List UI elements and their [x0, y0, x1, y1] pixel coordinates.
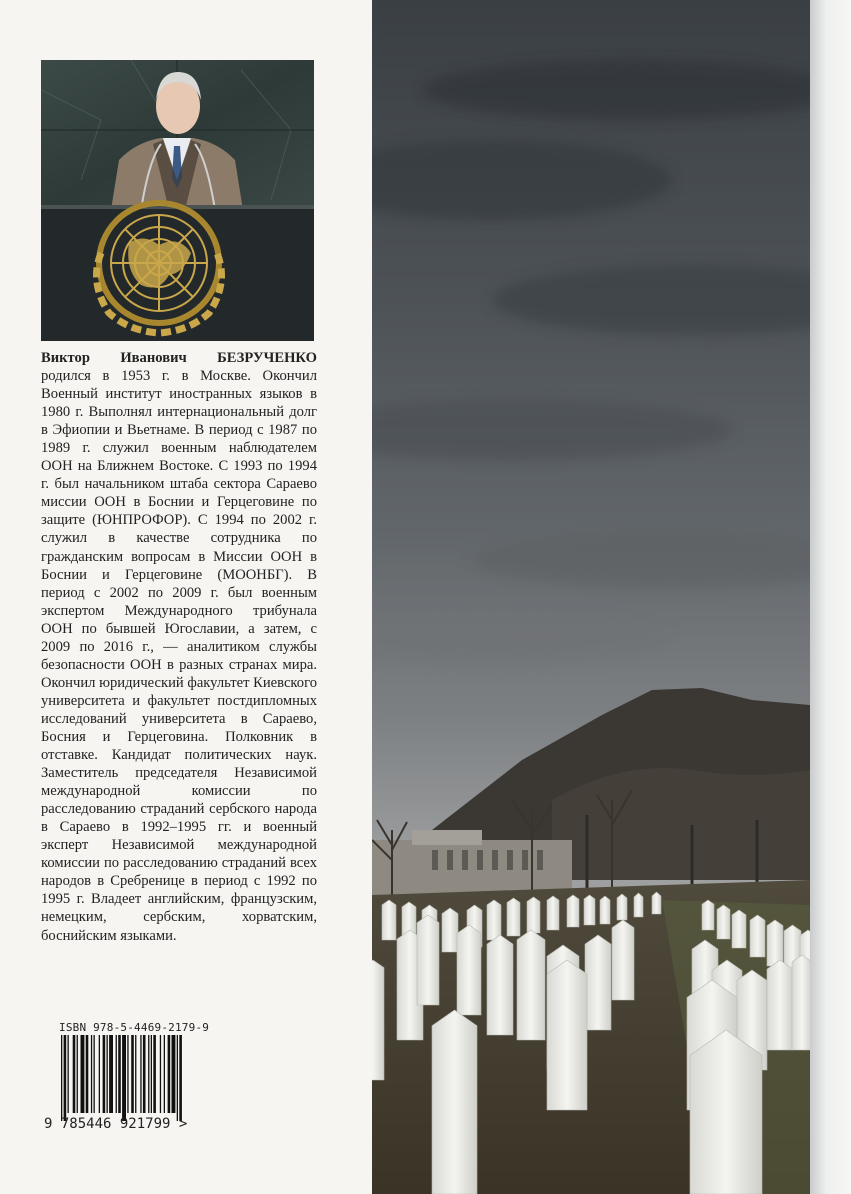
- barcode-bar: [94, 1035, 95, 1113]
- headstone: [585, 935, 611, 1030]
- headstone: [767, 960, 793, 1050]
- barcode-bar: [164, 1035, 165, 1113]
- barcode-bar: [172, 1035, 176, 1113]
- biography-text: родился в 1953 г. в Москве. Окончил Военный институт иностранных языков в 1980 г. Выполнял интернациональный долг в Эфиопии и Вьетнаме. В период с 1987 по 1989 г. служил военным наблюдателем ООН на Ближнем Востоке. С 1993 по 1994 г. был начальником штаба сектора Сараево миссии ООН в Боснии и Герцеговине по защите (ЮНПРОФОР). С 1994 по 2002 г. служил в качестве сотрудника по гражданским вопросам в Миссии ООН в Боснии и Герцеговине (МООНБГ). В период с 2002 по 2009 г. был военным экспертом Международного трибунала ООН по бывшей Югославии, а затем, с 2009 по 2016 г., — аналитиком службы безопасности ООН в разных странах мира. Окончил юридический факультет Киевского университета и факультет постдипломных исследований университета в Сараево, Босния и Герцеговина. Полковник в отставке. Кандидат политических наук. Заместитель председателя Независимой международной комиссии по расследованию страданий сербского народа в Сараево в 1992–1995 гг. и военный эксперт Независимой международной комиссии по расследованию страданий всех народов в Сребренице в период с 1992 по 1995 г. Владеет английским, французским, немецким, сербским, хорватским, боснийским языками.: [41, 368, 317, 944]
- barcode-bar: [118, 1035, 121, 1113]
- barcode-bar: [107, 1035, 108, 1113]
- headstone: [702, 900, 714, 930]
- barcode-bar: [91, 1035, 92, 1113]
- barcode-bar: [116, 1035, 117, 1113]
- spine-edge: [810, 0, 851, 1194]
- headstone: [750, 915, 765, 957]
- barcode-bar: [168, 1035, 171, 1113]
- barcode-bar: [135, 1035, 136, 1113]
- headstone: [612, 920, 634, 1000]
- memorial-cemetery-image: [372, 0, 810, 1194]
- headstone: [547, 896, 559, 930]
- headstone: [600, 896, 610, 924]
- barcode-bar: [68, 1035, 69, 1113]
- headstone: [487, 900, 501, 940]
- barcode-bar: [122, 1035, 126, 1121]
- barcode-bar: [73, 1035, 76, 1113]
- headstone: [717, 905, 730, 939]
- barcode-bar: [179, 1035, 182, 1121]
- author-photo: [41, 60, 314, 341]
- headstone: [457, 925, 481, 1015]
- headstone: [432, 1010, 477, 1194]
- headstone: [547, 960, 587, 1110]
- headstone: [634, 893, 643, 917]
- headstone: [690, 1030, 762, 1194]
- barcode-bar: [61, 1035, 62, 1121]
- barcode-bar: [140, 1035, 141, 1113]
- barcode-bar: [103, 1035, 106, 1113]
- barcode-bar: [153, 1035, 156, 1113]
- barcode-bar: [127, 1035, 128, 1113]
- headstone: [567, 895, 579, 927]
- barcode-bar: [177, 1035, 178, 1121]
- headstone: [617, 894, 627, 920]
- barcode-bar: [64, 1035, 67, 1121]
- barcode-bar: [131, 1035, 134, 1113]
- barcode-bar: [151, 1035, 152, 1113]
- barcode-digits: 9 785446 921799 >: [44, 1116, 188, 1132]
- headstone: [507, 898, 520, 936]
- headstone: [767, 920, 783, 966]
- isbn-label: ISBN 978-5-4469-2179-9: [59, 1021, 210, 1034]
- author-name: Виктор Иванович БЕЗРУЧЕНКО: [41, 350, 317, 366]
- barcode-bar: [148, 1035, 149, 1113]
- headstone: [584, 895, 595, 925]
- headstone: [792, 955, 810, 1050]
- barcode-bar: [109, 1035, 113, 1113]
- headstone: [517, 930, 545, 1040]
- barcode: [57, 1035, 229, 1125]
- headstone: [732, 910, 746, 948]
- headstone: [382, 900, 396, 940]
- headstone: [417, 915, 439, 1005]
- headstone: [527, 897, 540, 933]
- barcode-bar: [86, 1035, 89, 1113]
- author-at-un-podium-image: [41, 60, 314, 341]
- barcode-bar: [77, 1035, 78, 1113]
- headstone: [372, 960, 384, 1080]
- barcode-bar: [143, 1035, 146, 1113]
- barcode-bar: [81, 1035, 85, 1113]
- barcode-bar: [99, 1035, 100, 1113]
- headstone: [442, 908, 458, 952]
- headstone: [652, 892, 661, 914]
- barcode-bar: [160, 1035, 161, 1113]
- headstone: [487, 935, 513, 1035]
- author-biography: [41, 349, 317, 945]
- cover-photo-memorial-cemetery: [372, 0, 810, 1194]
